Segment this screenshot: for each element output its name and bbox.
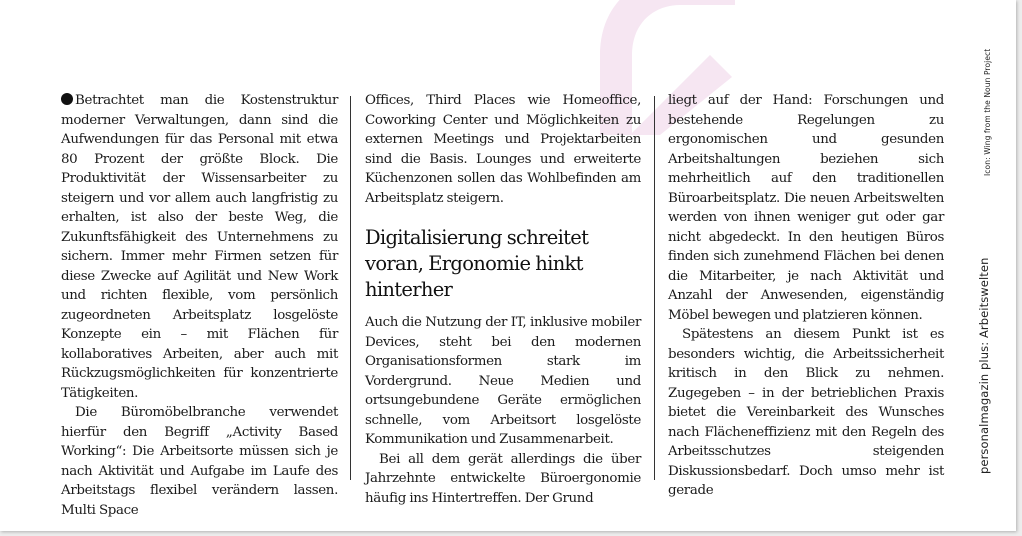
paragraph: Auch die Nutzung der IT, inklusive mobiler Devices, steht bei den modernen Organisationsformen stark im Vordergrund. Neue Medien und ortsungebundene Geräte ermöglichen schnelle, vom Arbeitsort losgelöste Kommunikation und Zusammenarbeit. <box>365 315 641 447</box>
column-divider <box>654 96 655 480</box>
text-column-3 <box>668 91 944 501</box>
paragraph: Bei all dem gerät allerdings die über Jahrzehnte entwickelte Büroergonomie häufig ins Hintertreffen. Der Grund <box>365 451 641 506</box>
subheading: Digitalisierung schreitet voran, Ergonomie hinkt hinterher <box>365 226 589 301</box>
column-divider <box>350 96 351 480</box>
bullet-dot-icon <box>61 93 73 105</box>
text-column-2 <box>365 91 641 508</box>
paragraph: liegt auf der Hand: Forschungen und bestehende Regelungen zu ergonomischen und gesunden Arbeitshaltungen beziehen sich mehrheitlich auf den traditionellen Büroarbeitsplatz. Die neuen Arbeitswelten werden von ihnen weniger gut oder gar nicht abgedeckt. In den heutigen Büros finden sich zunehmend Flächen bei denen die Mitarbeiter, je nach Aktivität und Anzahl der Anwesenden, eigenständig Möbel bewegen und platzieren können. <box>668 93 944 323</box>
running-head: personalmagazin plus: Arbeitswelten <box>977 257 991 474</box>
paragraph: Spätestens an diesem Punkt ist es besonders wichtig, die Arbeitssicherheit kritisch in den Blick zu nehmen. Zugegeben – in der betrieblichen Praxis bietet die Vereinbarkeit des Wunsches nach Flächeneffizienz mit den Regeln des Arbeitsschutzes steigenden Diskussionsbedarf. Doch umso mehr ist gerade <box>668 327 944 498</box>
paragraph: Die Büromöbelbranche verwendet hierfür den Begriff „Activity Based Working“: Die Arbeitsorte müssen sich je nach Aktivität und Aufgabe im Laufe des Arbeitstags flexibel verändern lassen. Multi Space <box>61 405 338 518</box>
paragraph: Betrachtet man die Kostenstruktur moderner Verwaltungen, dann sind die Aufwendungen für das Personal mit etwa 80 Prozent der größte Block. Die Produktivität der Wissensarbeiter zu steigern und vor allem auch langfristig zu erhalten, ist also der beste Weg, die Zukunftsfähigkeit des Unternehmens zu sichern. Immer mehr Firmen setzen für diese Zwecke auf Agilität und New Work und richten flexible, vom persönlich zugeordneten Arbeitsplatz losgelöste Konzepte ein – mit Flächen für kollaboratives Arbeiten, aber auch mit Rückzugsmöglichkeiten für konzentrierte Tätigkeiten. <box>61 93 338 401</box>
paragraph: Offices, Third Places wie Homeoffice, Coworking Center und Möglichkeiten zu externen Meetings und Projektarbeiten sind die Basis. Lounges und erweiterte Küchenzonen sollen das Wohlbefinden am Arbeitsplatz steigern. <box>365 93 641 206</box>
icon-credit: Icon: Wing from the Noun Project <box>983 48 992 176</box>
text-column-1 <box>61 91 338 520</box>
